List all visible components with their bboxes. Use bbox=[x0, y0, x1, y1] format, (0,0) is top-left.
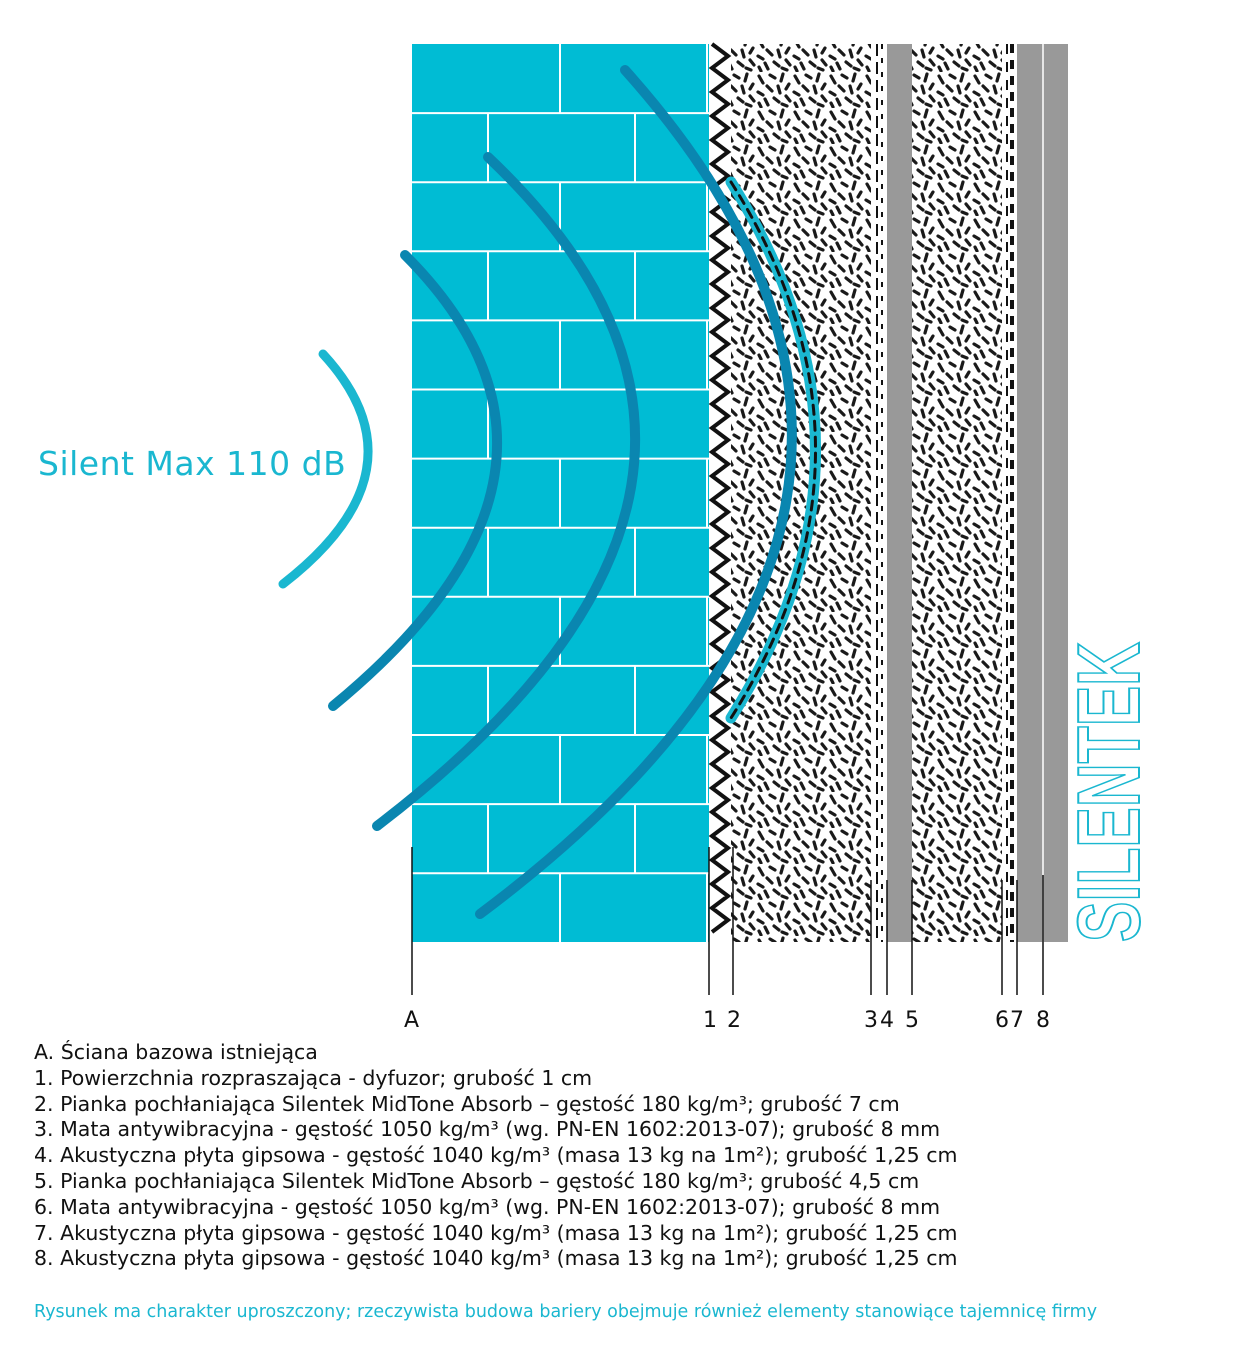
legend-item-8: 8. Akustyczna płyta gipsowa - gęstość 1040 kg/m³ (masa 13 kg na 1m²); grubość 1,25 cm bbox=[34, 1246, 958, 1271]
layer-6-mat bbox=[1002, 44, 1017, 942]
legend-item-3: 3. Mata antywibracyjna - gęstość 1050 kg/m³ (wg. PN-EN 1602:2013-07); grubość 8 mm bbox=[34, 1117, 941, 1142]
layer-marker-a: A bbox=[404, 1008, 420, 1033]
layer-marker-3: 3 bbox=[864, 1008, 878, 1033]
layer-marker-8: 8 bbox=[1036, 1008, 1050, 1033]
legend-item-7: 7. Akustyczna płyta gipsowa - gęstość 1040 kg/m³ (masa 13 kg na 1m²); grubość 1,25 cm bbox=[34, 1220, 958, 1245]
legend-item-1: 1. Powierzchnia rozpraszająca - dyfuzor; grubość 1 cm bbox=[34, 1065, 593, 1090]
layer-legend bbox=[34, 1040, 1234, 1272]
layer-3-mat bbox=[871, 44, 887, 942]
legend-item-4: 4. Akustyczna płyta gipsowa - gęstość 1040 kg/m³ (masa 13 kg na 1m²); grubość 1,25 cm bbox=[34, 1143, 958, 1168]
legend-item-6: 6. Mata antywibracyjna - gęstość 1050 kg/m³ (wg. PN-EN 1602:2013-07); grubość 8 mm bbox=[34, 1194, 941, 1219]
layer-marker-2: 2 bbox=[727, 1008, 741, 1033]
legend-item-5: 5. Pianka pochłaniająca Silentek MidTone Absorb – gęstość 180 kg/m³; grubość 4,5 cm bbox=[34, 1168, 920, 1193]
layer-marker-7: 7 bbox=[1010, 1008, 1024, 1033]
layer-marker-5: 5 bbox=[905, 1008, 919, 1033]
layer-5-foam bbox=[912, 44, 1002, 942]
product-title: Silent Max 110 dB bbox=[38, 444, 347, 483]
layer-marker-4: 4 bbox=[880, 1008, 894, 1033]
layer-marker-6: 6 bbox=[995, 1008, 1009, 1033]
base-wall-a bbox=[412, 44, 709, 942]
layer-marker-1: 1 bbox=[703, 1008, 717, 1033]
layer-2-foam bbox=[731, 44, 871, 942]
brand-text: SILENTEK bbox=[1059, 506, 1158, 942]
legend-item-2: 2. Pianka pochłaniająca Silentek MidTone Absorb – gęstość 180 kg/m³; grubość 7 cm bbox=[34, 1091, 900, 1116]
layer-4-gypsum bbox=[887, 44, 912, 942]
silentek-logo bbox=[1059, 506, 1158, 944]
disclaimer-note: Rysunek ma charakter uproszczony; rzeczywista budowa bariery obejmuje również elementy stanowiące tajemnicę firmy bbox=[34, 1302, 1098, 1322]
legend-item-a: A. Ściana bazowa istniejąca bbox=[34, 1040, 318, 1064]
layer-7-gypsum bbox=[1017, 44, 1043, 942]
